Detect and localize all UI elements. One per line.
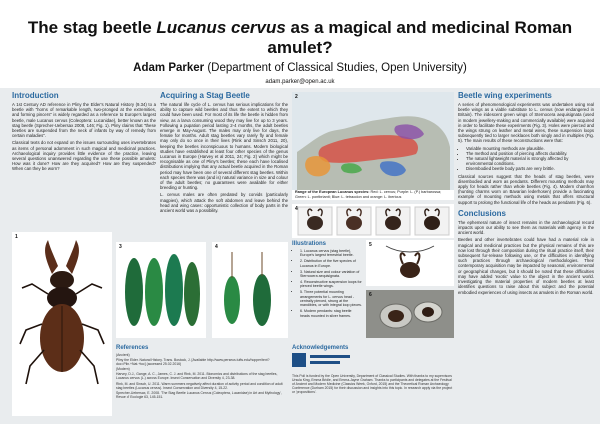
open-university-logo [292, 353, 352, 367]
figure-number: 1 [15, 234, 18, 240]
mount-photos [292, 204, 454, 238]
title-part1: The stag beetle [27, 18, 157, 37]
beetle-wing-column [458, 90, 594, 297]
figure-number: 3 [119, 244, 122, 250]
figure-number: 4 [295, 206, 298, 212]
title-part2: as a magical and medicinal Roman amulet? [267, 18, 573, 57]
result-item: • The natural lightweight material is strongly affected by environmental conditions. [466, 156, 594, 166]
introduction-column [12, 90, 156, 174]
figure-6-panel [366, 290, 454, 338]
map-caption-text: Red: L. cervus; Purple: L. (P.) barbarossa; Green: L. pontbrianti; Blue: L. tetraodon and orange: L. ibericus [295, 190, 442, 199]
illustration-item: • 5. Three potential mounting arrangements for L. cervus head - centrally pierced, strung at the mandibles, or with integral loop pieces. [300, 290, 362, 308]
beetle-wing-title: Beetle wing experiments [458, 91, 552, 100]
author-name: Adam Parker [133, 62, 205, 74]
figure-5-panel [366, 240, 454, 286]
reference-item: (Modern) [116, 367, 130, 372]
figure-4-panel [212, 242, 288, 338]
illustrations-list [292, 249, 362, 318]
references-title: References [116, 345, 149, 351]
illustration-item: • 4. Reconstructive suspension loops for pierced beetle wings. [300, 280, 362, 289]
silver-mounted-heads [366, 290, 454, 338]
reference-item: (Ancient) [116, 353, 130, 357]
author-affiliation: (Department of Classical Studies, Open University) [204, 62, 467, 74]
illustrations-column [292, 240, 362, 320]
reference-item: Harvey, D.J., Gange, A. C., James, C. J. and Rink, M. 2011. Bionomics and distributions of the stag beetles, Lucanus cervus (L.) across Europe. Insect Conservation and Diversity 4, 23-38. [116, 372, 278, 381]
references-column [116, 344, 288, 400]
acknowledgements-title: Acknowledgements [292, 345, 349, 351]
acquiring-title: Acquiring a Stag Beetle [160, 91, 250, 100]
introduction-text-2: Classical texts do not expand on the issues surrounding uses invertebrates as items of personal adornment in such magical and medicinal practices. Archaeological inquiry provides little evidence of the practice, leaving several questions unanswered regarding the use these possible amulets: How was it done? How are they acquired? How are they suspended? When can they be worn? [12, 140, 156, 172]
figure-number: 6 [369, 292, 372, 298]
beetle-head-mounts-photos [292, 204, 454, 238]
illustration-item: • 2. Distribution of the five species of Lucanus in Europe. [300, 259, 362, 268]
beetle-wing-results [458, 146, 594, 172]
wing-pendants [212, 242, 288, 338]
green-wing-cases [116, 242, 206, 338]
figure-1-panel [12, 232, 112, 416]
result-item: • The method and position of piercing affects durability. [466, 151, 594, 156]
reference-item: Rink, M. and Sinsch, U. 2011. Warm summers negatively affect duration of activity period and condition of adult stag beetles (Lucanus cervus). Insect Conservation and Diversity 4, 15-22. [116, 381, 283, 390]
result-item: • Disembodied beetle body parts are very brittle. [466, 166, 594, 171]
poster-title [0, 0, 600, 58]
figure-number: 2 [295, 94, 298, 100]
acquiring-text-2: L. cervus males are often predated by corvids (particularly magpies), which attack the soft abdomen and leave behind the head and wing cases: opportunistic collection of body parts in the ancient world was a possibility. [160, 192, 288, 214]
introduction-title: Introduction [12, 91, 59, 100]
poster-body [0, 88, 600, 424]
result-item: • Variable mounting methods are plausible. [466, 146, 594, 151]
map-panel [292, 92, 454, 200]
figure-3-panel [116, 242, 206, 338]
figure-number: 4 [215, 244, 218, 250]
illustrations-title: Illustrations [292, 241, 327, 247]
conclusions-text-2: Beetles and other invertebrates could have had a material role in magical and medicinal practices but the physical remains of this are now lost through their composition during the ritual practice itself, their subsequent fur-release following use, or the difficulties in identifying such practices through archaeological methodologies. Their contemporary acquisition may be impacted by seasonal, environmental or geographical changes, but it should be noted that these difficulties may have added 'exotic' value to the object in the ancient world. Investigating the material properties of modern beetles at least identifies questions to raise about this subject and the potential embodied experiences of using insects as amulets in the Roman world. [458, 237, 594, 295]
poster-header [0, 0, 600, 88]
europe-range-map [292, 92, 454, 190]
illustration-item: • 3. Natural size and colour variation of Sternocera aequisignata. [300, 270, 362, 279]
beetle-head-pendant [366, 240, 454, 286]
conclusions-text: The ephemeral nature of insect remains in the archaeological record impacts upon our ability to see them as materials with agency in the ancient world. [458, 219, 594, 236]
conclusions-title: Conclusions [458, 208, 507, 218]
map-caption [295, 190, 453, 199]
introduction-text: A 1st Century AD reference in Pliny the Elder's Natural History (9.34) to a beetle with "horns of remarkable length, two-pronged at the extremities, and forming pincers" is widely regarded as a reference to Europe's largest beetle, male Lucanus cervus (Coleoptera: Lucanidae), better known as the stag beetle (Sprecher-Uebersax 2008, 146; Fig. 1). Pliny claims that "these beetles are suspended from the neck of infants by way of remedy from certain maladies". [12, 102, 156, 139]
acknowledgements-text: This Poll is funded by the Open University, Department of Classical Studies. With thanks to my supervisors Ursula King, Emma Bridle, and Emma-Jayne Graham. Thanks to participants and delegates at the Festival of Ancient and Modern Medicine (Classics Week, Oxford, 2015) and the Theoretical Roman Archaeology Conference (Durham 2015) for their discussion and insights into this topic. In research apply via the project or 'propositions'. [292, 374, 453, 395]
map-caption-title: Range of the European Lucanus species: [295, 190, 370, 194]
acknowledgements-column [292, 344, 454, 395]
author-email[interactable]: adam.parker@open.ac.uk [265, 79, 335, 85]
acquiring-column [160, 90, 288, 215]
reference-item: Pliny the Elder. Natural History. Trans. Bostock, J. [Available http://www.perseus.tufts.edu/hopper/text?doc=Plin.+Nat.+toc] (accessed 25.02.2016) [116, 358, 270, 367]
reference-item: Sprecher-Uebersax, E. 2008. 'The Stag Beetle Lucanus Cervus (Coleoptera, Lucanidae) in Art and Mythology', Revue d' Ecologie 63, 145-151. [116, 390, 282, 399]
beetle-wing-text: A series of phenomenological experiments was undertaken using real beetle wings as a viable substitute to L. cervus (now endangered in Britain). The iridescent green wings of Sternocera aequisignata (used in modern jewellery-making and commercially available) were acquired in order to facilitate these experiments (Fig. 3). Holes were pierced and the wings strung on leather and metal wires, these suspension loops subsequently tied to larger necklaces both singly and in multiples (Fig. 5). The main results of these reconstructions were that: [458, 102, 594, 144]
author-line [0, 61, 600, 75]
illustration-item: • 1. Lucanus cervus (stag beetle), Europe's largest terrestrial beetle. [300, 249, 362, 258]
acquiring-text: The natural life cycle of L. cervus has serious implications for the ability to capture wild beetles and thus the extent to which they could have been used. For most of its life the beetle is hidden from view, as a larva consuming wood they may live for up to 3 years. Following a pupation period lasting 2-4 months, the adult beetles emerge in May-August. The males may only live for days, the female for months. Adult stag beetles vary rarely fly and female may only do so once in their lives (Rink and Sinsch 2011, 20), keeping the beetles inconspicuous to humans. Modern biological studies have established at least four other species of the genus Lucanus in Europe (Harvey et al 2011, 24; Fig. 2) which might be recognisable as one of Pliny's beetles; these each have localised distributions implying that any actual beetle acquired in the Roman period may have been one of several different stag beetles. Within each species there was (and is) natural variance in size and colour of the adult beetles; no guarantees were available for either breeding or hunting. [160, 102, 288, 191]
stag-beetle-illustration [12, 232, 112, 416]
beetle-wing-text-2: Classical sources suggest that the heads of stag beetles, were disembodied and worn as pendants. Different mounting methods may apply for heads rather than whole beetles (Fig. 4). Modern chamfron (hunting charms worn on Bavarian lederhosen) provide a fascinating example of mounting methods using metals that offers structural support to prolong the functional life of the heads as pendants (Fig. 6). [458, 173, 594, 205]
title-species: Lucanus cervus [156, 18, 286, 37]
figure-number: 5 [369, 242, 372, 248]
illustration-item: • 6. Modern pendants: stag beetle heads mounted in silver frames. [300, 309, 362, 318]
